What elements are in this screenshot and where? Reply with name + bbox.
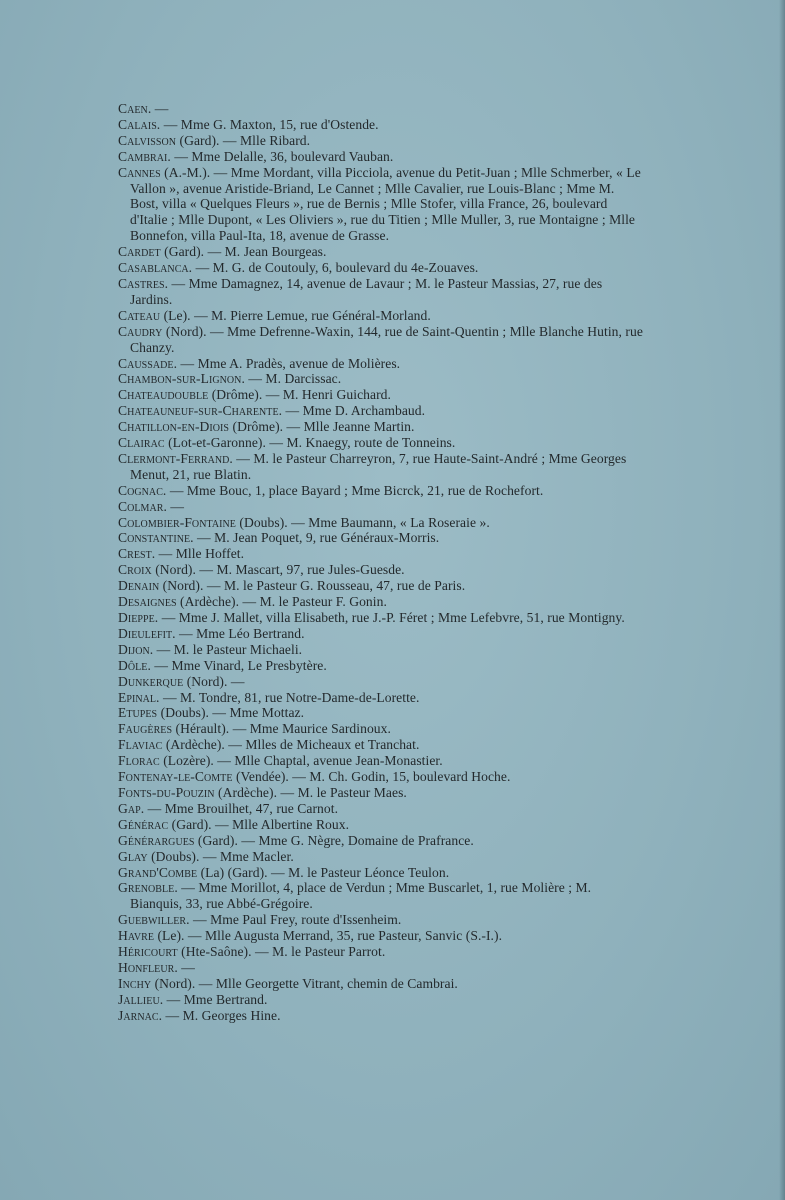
- directory-entry: [118, 769, 643, 785]
- city-name: Dieppe.: [118, 610, 159, 625]
- city-name: Chambon-sur-Lignon.: [118, 371, 245, 387]
- city-name: Clairac: [118, 435, 165, 451]
- city-name: Héricourt: [118, 944, 178, 960]
- city-name: Caen.: [118, 101, 152, 116]
- directory-entry: [118, 753, 643, 769]
- entry-text: — Mme D. Archambaud.: [282, 403, 426, 419]
- directory-entry: [118, 801, 643, 817]
- city-name: Calais.: [118, 116, 161, 132]
- directory-entry: [118, 356, 643, 372]
- entry-text: —: [166, 498, 185, 514]
- directory-entry: [118, 610, 643, 626]
- entry-text: (Nord). — Mlle Georgette Vitrant, chemin de Cambrai.: [151, 975, 458, 991]
- directory-entry: [118, 658, 643, 674]
- directory-entry: [118, 133, 643, 149]
- entry-text: (Ardèche). — M. le Pasteur Maes.: [214, 784, 407, 800]
- entry-text: (Lozère). — Mlle Chaptal, avenue Jean-Monastier.: [159, 753, 443, 769]
- entry-text: — M. G. de Coutouly, 6, boulevard du 4e-Zouaves.: [192, 260, 479, 276]
- directory-entry: [118, 642, 643, 658]
- city-name: Casablanca.: [118, 260, 193, 276]
- entry-text: — Mme G. Maxton, 15, rue d'Ostende.: [160, 116, 379, 132]
- city-name: Dôle.: [118, 657, 151, 673]
- city-name: Cambrai.: [118, 148, 171, 164]
- entry-text: — Mme Paul Frey, route d'Issenheim.: [189, 912, 402, 928]
- entry-text: (Lot-et-Garonne). — M. Knaegy, route de Tonneins.: [164, 435, 456, 451]
- city-name: Jallieu.: [118, 991, 164, 1007]
- city-name: Fontenay-le-Comte: [118, 769, 233, 785]
- city-name: Cardet: [118, 244, 161, 260]
- directory-entry: [118, 483, 643, 499]
- city-name: Guebwiller.: [118, 912, 190, 928]
- directory-entry: [118, 785, 643, 801]
- directory-entry: [118, 324, 643, 356]
- entry-text: (Drôme). — M. Henri Guichard.: [208, 387, 391, 403]
- directory-entry: [118, 928, 643, 944]
- city-name: Colombier-Fontaine: [118, 514, 236, 530]
- city-name: Fonts-du-Pouzin: [118, 784, 215, 800]
- city-name: Colmar.: [118, 498, 167, 514]
- entry-text: — M. Tondre, 81, rue Notre-Dame-de-Lorette.: [159, 689, 420, 705]
- directory-entry: [118, 546, 643, 562]
- directory-entry: [118, 594, 643, 610]
- entry-text: (Gard). — M. Jean Bourgeas.: [160, 244, 327, 260]
- entry-text: (Gard). — Mme G. Nègre, Domaine de Prafrance.: [194, 832, 474, 848]
- entry-text: (Nord). —: [183, 673, 245, 689]
- entry-text: (Doubs). — Mme Baumann, « La Roseraie ».: [235, 514, 490, 530]
- city-name: Havre: [118, 928, 154, 944]
- city-name: Inchy: [118, 975, 152, 991]
- directory-entry: [118, 530, 643, 546]
- city-name: Grand'Combe: [118, 864, 198, 880]
- directory-entry: [118, 403, 643, 419]
- directory-entry: [118, 276, 643, 308]
- entry-text: (Nord). — Mme Defrenne-Waxin, 144, rue de Saint-Quentin ; Mlle Blanche Hutin, rue Chanzy.: [130, 323, 643, 355]
- city-name: Etupes: [118, 705, 158, 721]
- entry-text: — Mme Bouc, 1, place Bayard ; Mme Bicrck, 21, rue de Rochefort.: [166, 482, 544, 498]
- city-name: Dijon.: [118, 641, 154, 657]
- directory-entry: [118, 387, 643, 403]
- directory-entry: [118, 626, 643, 642]
- directory-entry: [118, 1008, 643, 1024]
- entry-text: — M. Darcissac.: [244, 371, 342, 387]
- directory-entry: [118, 690, 643, 706]
- entry-text: (Doubs). — Mme Macler.: [147, 848, 294, 864]
- entry-text: (Ardèche). — M. le Pasteur F. Gonin.: [176, 594, 387, 610]
- entry-text: (Le). — M. Pierre Lemue, rue Général-Morland.: [160, 307, 431, 323]
- entry-text: (La) (Gard). — M. le Pasteur Léonce Teulon.: [197, 864, 450, 880]
- entry-text: —: [177, 959, 195, 975]
- directory-entry: [118, 865, 643, 881]
- city-name: Desaignes: [118, 594, 177, 610]
- city-name: Castres.: [118, 275, 169, 291]
- city-name: Flaviac: [118, 737, 163, 753]
- city-name: Dunkerque: [118, 673, 184, 689]
- city-name: Epinal.: [118, 689, 160, 705]
- directory-entry: [118, 817, 643, 833]
- entry-text: (Gard). — Mlle Albertine Roux.: [168, 816, 350, 832]
- page-edge-shadow: [779, 0, 785, 1200]
- entry-text: — Mme Morillot, 4, place de Verdun ; Mme Buscarlet, 1, rue Molière ; M. Bianquis, 33, rue Abbé-Grégoire.: [130, 880, 592, 912]
- entry-text: (A.-M.). — Mme Mordant, villa Picciola, avenue du Petit-Juan ; Mlle Schmerber, « Le Vallon », avenue Aristide-Briand, Le Cannet ; Mlle Cavalier, rue Louis-Blanc ; Mme M. Bost, villa « Quelques Fleurs », rue de Bernis ; Mlle Stofer, villa France, 26, boulevard d'Italie ; Mlle Dupont, « Les Oliviers », rue du Titien ; Mlle Muller, 3, rue Montaigne ; Mlle Bonnefon, villa Paul-Ita, 18, avenue de Grasse.: [130, 164, 641, 244]
- entry-text: — Mlle Hoffet.: [155, 546, 245, 562]
- city-name: Clermont-Ferrand.: [118, 450, 233, 466]
- directory-entry: [118, 912, 643, 928]
- directory-entry: [118, 849, 643, 865]
- entry-text: — Mme A. Pradès, avenue de Molières.: [177, 355, 401, 371]
- city-name: Chateauneuf-sur-Charente.: [118, 403, 283, 419]
- city-name: Faugères: [118, 721, 173, 737]
- entry-text: — Mme J. Mallet, villa Elisabeth, rue J.-P. Féret ; Mme Lefebvre, 51, rue Montigny.: [158, 610, 625, 625]
- directory-entry: [118, 117, 643, 133]
- entry-text: (Ardèche). — Mlles de Micheaux et Tranchat.: [162, 737, 420, 753]
- directory-entry: [118, 499, 643, 515]
- entry-text: (Hérault). — Mme Maurice Sardinoux.: [172, 721, 391, 737]
- city-name: Chatillon-en-Diois: [118, 419, 230, 435]
- directory-entry: [118, 737, 643, 753]
- entry-text: (Doubs). — Mme Mottaz.: [157, 705, 305, 721]
- directory-entry: [118, 165, 643, 245]
- directory-entry: [118, 419, 643, 435]
- directory-entry: [118, 435, 643, 451]
- entry-text: — Mme Damagnez, 14, avenue de Lavaur ; M. le Pasteur Massias, 27, rue des Jardins.: [130, 275, 603, 307]
- city-name: Gap.: [118, 800, 145, 816]
- directory-entry: [118, 944, 643, 960]
- city-name: Glay: [118, 848, 148, 864]
- city-name: Florac: [118, 753, 160, 769]
- entry-text: — Mme Brouilhet, 47, rue Carnot.: [144, 800, 339, 816]
- directory-entry: [118, 674, 643, 690]
- city-name: Denain: [118, 578, 160, 594]
- city-name: Croix: [118, 562, 152, 578]
- directory-entry: [118, 260, 643, 276]
- entry-text: (Nord). — M. Mascart, 97, rue Jules-Guesde.: [151, 562, 405, 578]
- directory-entry: [118, 515, 643, 531]
- directory-entry: [118, 101, 643, 117]
- entry-text: — M. Jean Poquet, 9, rue Généraux-Morris.: [193, 530, 440, 546]
- city-name: Générargues: [118, 832, 195, 848]
- directory-entry: [118, 705, 643, 721]
- city-name: Générac: [118, 816, 169, 832]
- directory-entry: [118, 880, 643, 912]
- city-name: Cannes: [118, 164, 161, 180]
- directory-entry: [118, 244, 643, 260]
- city-name: Cateau: [118, 307, 161, 323]
- city-name: Crest.: [118, 546, 156, 562]
- directory-entry: [118, 833, 643, 849]
- directory-entry: [118, 308, 643, 324]
- directory-entry: [118, 562, 643, 578]
- entry-text: — Mme Léo Bertrand.: [175, 625, 305, 641]
- directory-entry: [118, 721, 643, 737]
- entry-text: — M. Georges Hine.: [162, 1007, 281, 1023]
- entry-text: (Gard). — Mlle Ribard.: [176, 132, 311, 148]
- entry-text: — M. le Pasteur Charreyron, 7, rue Haute-Saint-André ; Mme Georges Menut, 21, rue Blatin.: [130, 450, 627, 482]
- entry-text: (Hte-Saône). — M. le Pasteur Parrot.: [177, 944, 386, 960]
- city-name: Cognac.: [118, 482, 167, 498]
- directory-entry: [118, 371, 643, 387]
- city-name: Dieulefit.: [118, 625, 176, 641]
- entry-text: (Vendée). — M. Ch. Godin, 15, boulevard Hoche.: [232, 769, 511, 785]
- city-name: Calvisson: [118, 132, 177, 148]
- city-name: Chateaudouble: [118, 387, 209, 403]
- city-name: Caudry: [118, 323, 163, 339]
- directory-entry: [118, 451, 643, 483]
- city-name: Constantine.: [118, 530, 194, 546]
- entry-text: — Mme Vinard, Le Presbytère.: [150, 657, 327, 673]
- directory-list: [118, 101, 643, 1024]
- directory-entry: [118, 149, 643, 165]
- city-name: Caussade.: [118, 355, 178, 371]
- city-name: Honfleur.: [118, 959, 178, 975]
- directory-entry: [118, 976, 643, 992]
- directory-entry: [118, 578, 643, 594]
- entry-text: (Le). — Mlle Augusta Merrand, 35, rue Pasteur, Sanvic (S.-I.).: [154, 928, 503, 944]
- entry-text: — Mme Delalle, 36, boulevard Vauban.: [170, 148, 394, 164]
- entry-text: — Mme Bertrand.: [163, 991, 268, 1007]
- city-name: Jarnac.: [118, 1007, 163, 1023]
- directory-entry: [118, 960, 643, 976]
- entry-text: (Drôme). — Mlle Jeanne Martin.: [229, 419, 415, 435]
- entry-text: — M. le Pasteur Michaeli.: [153, 641, 303, 657]
- city-name: Grenoble.: [118, 880, 178, 896]
- directory-entry: [118, 992, 643, 1008]
- entry-text: (Nord). — M. le Pasteur G. Rousseau, 47, rue de Paris.: [159, 578, 466, 594]
- entry-text: —: [151, 101, 169, 116]
